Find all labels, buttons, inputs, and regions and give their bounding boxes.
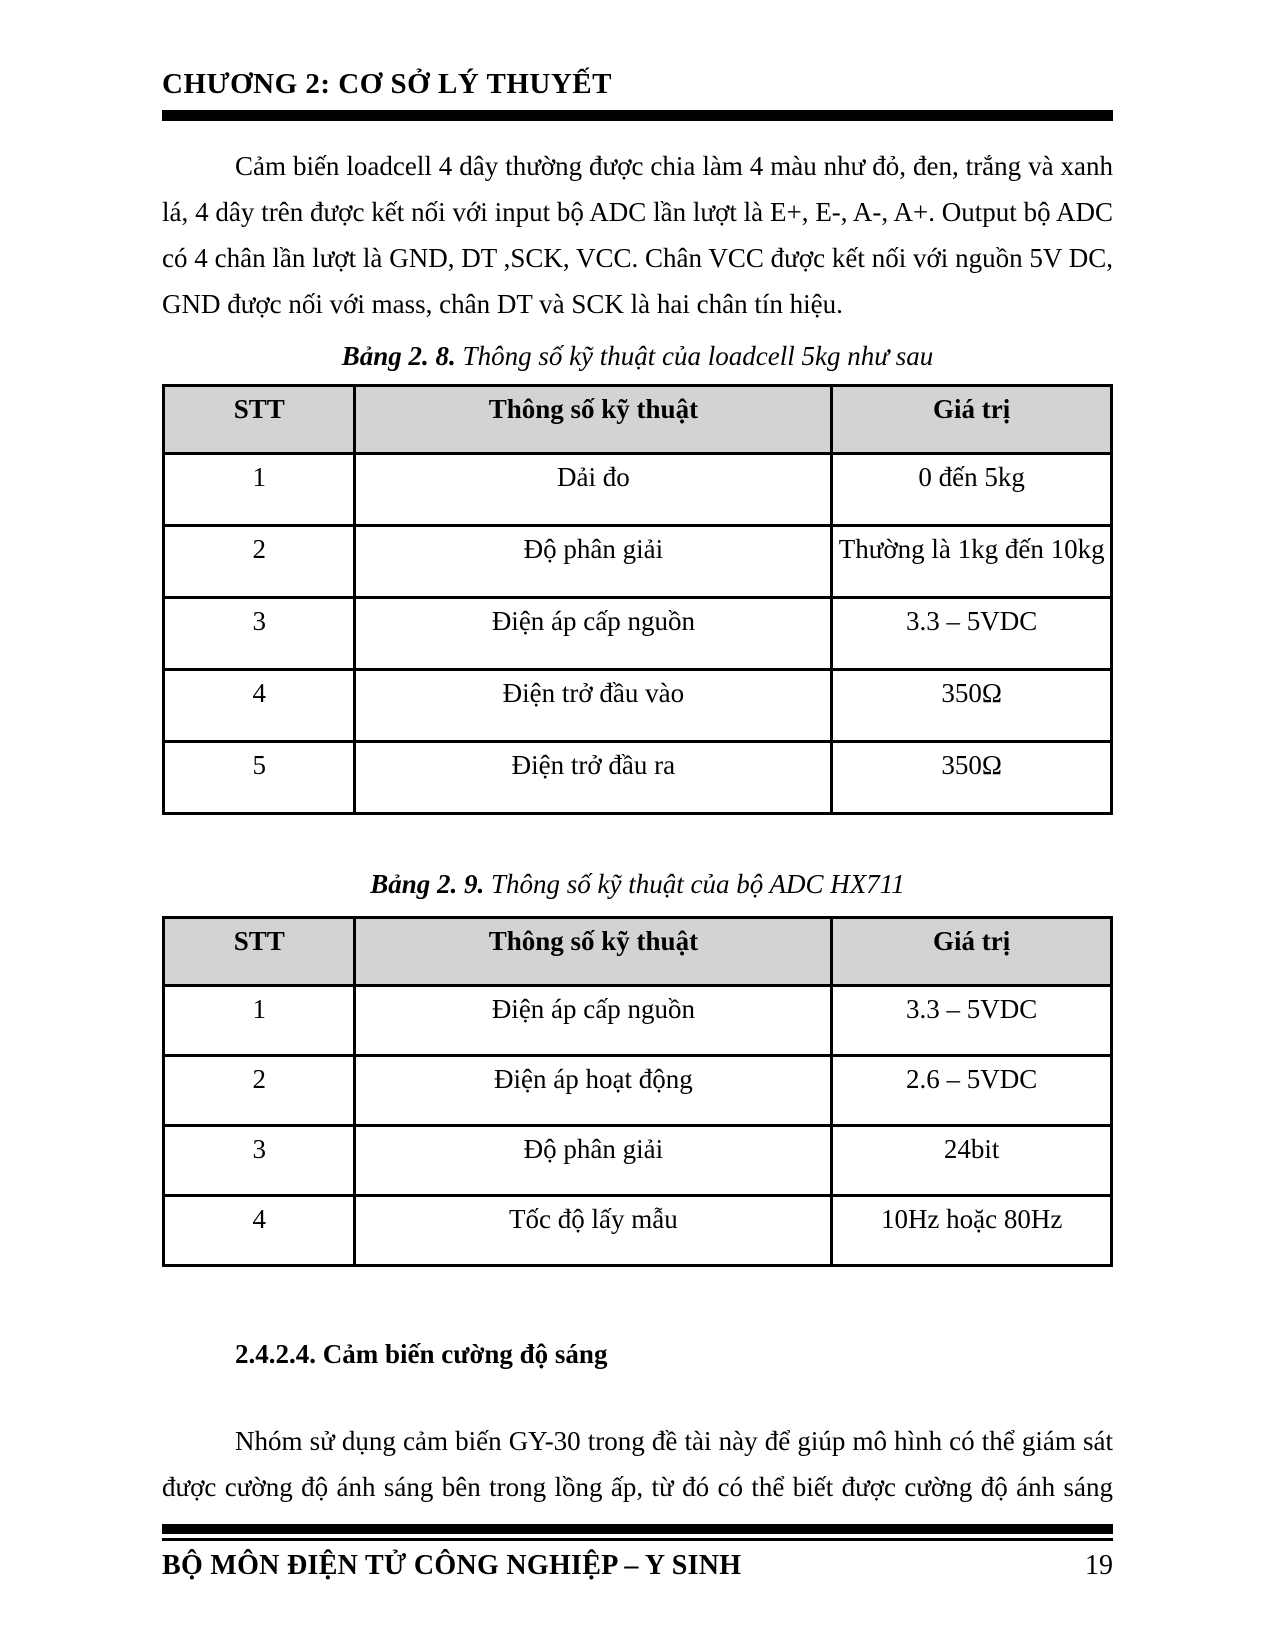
table-row [164,454,1112,526]
table-cell: 3 [164,598,355,670]
table-cell: Độ phân giải [355,526,832,598]
page-footer [162,1524,1113,1582]
table-cell: 3 [164,1126,355,1196]
footer-department: BỘ MÔN ĐIỆN TỬ CÔNG NGHIỆP – Y SINH [162,1550,742,1581]
table2-caption [162,869,1113,900]
table-cell: 10Hz hoặc 80Hz [832,1196,1112,1266]
table-cell: 3.3 – 5VDC [832,598,1112,670]
table-cell: Điện trở đầu ra [355,742,832,814]
table-cell: 4 [164,1196,355,1266]
table-row [164,526,1112,598]
table-row [164,986,1112,1056]
table-cell: 1 [164,986,355,1056]
table2-caption-label: Bảng 2. 9. [370,869,485,899]
table-cell: Điện áp cấp nguồn [355,598,832,670]
table1-caption-text: Thông số kỹ thuật của loadcell 5kg như sau [455,341,934,371]
paragraph-loadcell: Cảm biến loadcell 4 dây thường được chia làm 4 màu như đỏ, đen, trắng và xanh lá, 4 dây trên được kết nối với input bộ ADC lần lượt là E+, E-, A-, A+. Output bộ ADC có 4 chân lần lượt là GND, DT ,SCK, VCC. Chân VCC được kết nối với nguồn 5V DC, GND được nối với mass, chân DT và SCK là hai chân tín hiệu. [162,151,1113,319]
table2-header-stt: STT [164,918,355,986]
table-cell: Điện áp cấp nguồn [355,986,832,1056]
table-cell: Thường là 1kg đến 10kg [832,526,1112,598]
table-header-row [164,918,1112,986]
table-row [164,598,1112,670]
loadcell-spec-table [162,384,1113,815]
table-cell: Điện trở đầu vào [355,670,832,742]
table-cell: Điện áp hoạt động [355,1056,832,1126]
table-cell: 4 [164,670,355,742]
footer-rule [162,1524,1113,1541]
page-content [162,0,1113,1510]
paragraph-gy30: Nhóm sử dụng cảm biến GY-30 trong đề tài này để giúp mô hình có thể giám sát được cường độ ánh sáng bên trong lồng ấp, từ đó có thể biết được cường độ ánh sáng [162,1426,1113,1502]
table-cell: 5 [164,742,355,814]
table-cell: 2 [164,526,355,598]
table-cell: 2.6 – 5VDC [832,1056,1112,1126]
table-cell: 350Ω [832,670,1112,742]
table2-caption-text: Thông số kỹ thuật của bộ ADC HX711 [484,869,905,899]
table-header-row [164,386,1112,454]
header-rule [162,110,1113,121]
table-cell: 350Ω [832,742,1112,814]
table1-caption [162,341,1113,372]
table2-header-value: Giá trị [832,918,1112,986]
table-row [164,1056,1112,1126]
table-cell: 0 đến 5kg [832,454,1112,526]
table1-header-stt: STT [164,386,355,454]
chapter-header-title: CHƯƠNG 2: CƠ SỞ LÝ THUYẾT [162,68,612,100]
table2-header-spec: Thông số kỹ thuật [355,918,832,986]
section-heading-2-4-2-4: 2.4.2.4. Cảm biến cường độ sáng [235,1339,608,1369]
table-cell: 2 [164,1056,355,1126]
table-row [164,670,1112,742]
table-cell: Dải đo [355,454,832,526]
page-number: 19 [1085,1550,1113,1581]
table-cell: 1 [164,454,355,526]
table-cell: 3.3 – 5VDC [832,986,1112,1056]
table-row [164,1196,1112,1266]
table1-header-value: Giá trị [832,386,1112,454]
table-cell: Tốc độ lấy mẫu [355,1196,832,1266]
table-cell: 24bit [832,1126,1112,1196]
table1-header-spec: Thông số kỹ thuật [355,386,832,454]
adc-hx711-spec-table [162,916,1113,1267]
table-row [164,1126,1112,1196]
footer-row [162,1550,1113,1582]
table1-caption-label: Bảng 2. 8. [341,341,456,371]
table-row [164,742,1112,814]
table-cell: Độ phân giải [355,1126,832,1196]
